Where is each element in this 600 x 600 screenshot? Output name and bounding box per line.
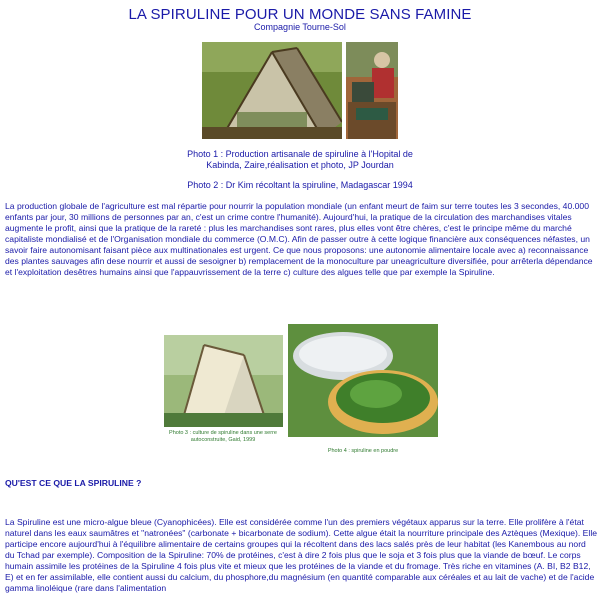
page-title: LA SPIRULINE POUR UN MONDE SANS FAMINE [128,6,472,23]
photo-1-spirulina-production [202,42,342,139]
photo-3-caption-line-1: Photo 3 : culture de spiruline dans une serre [169,430,277,436]
photo-4-caption: Photo 4 : spiruline en poudre [327,448,399,454]
photo-4-spirulina-powder [288,324,438,437]
photo-1-caption-line-1: Photo 1 : Production artisanale de spiruline à l'Hopital de [187,149,413,159]
photo-1-caption-line-2: Kabinda, Zaire,réalisation et photo, JP Jourdan [206,160,394,170]
section-paragraph: La Spiruline est une micro-algue bleue (Cyanophicées). Elle est considérée comme l'un des premiers végétaux apparus sur la terre. Elle prolifère à l'état naturel dans les eaux saumâtres et "natronées" (carbonate + bicarbonate de sodium). Cette algue était la nourriture principale des Aztèques (Mexique). Elle participe encore aujourd'hui à l'équilibre alimentaire de certains groupes qui la récoltent dans des lacs salés près de leur habitat (les Kanembous au nord du Tchad par exemple). Composition de la Spiruline: 70% de protéines, c'est à dire 2 fois plus que le soja et 3 fois plus que la viande de bœuf. Le corps humain assimile les protéines de la Spiruline 4 fois plus vite et mieux que les protéines de la viande et du fromage. Très riche en vitamines (A. BI, B2 B12, E) et en fer assimilable, elle contient aussi du calcium, du phosphore,du magnésium (en quantité comparable aux céréales et au lait de vache) et de l'acide gamma linoléique (rare dans l'alimentation [5,517,598,593]
page-subtitle: Compagnie Tourne-Sol [254,22,346,32]
intro-paragraph: La production globale de l'agriculture est mal répartie pour nourrir la population mondiale (un enfant meurt de faim sur terre toutes les 3 secondes, 40.000 enfants par jour, 30 millions de personnes par an, c'est un crime contre l'humanité). Aujourd'hui, la pratique de la circulation des marchandises vitales augmente le profit, ainsi que la pratique de la rareté : plus les marchandises sont rares, plus elles vont être chères, c'est le principe même du marché capitaliste mondialisé et de l'Organisation mondiale du commerce (O.M.C). Afin de passer outre à cette logique financière aux conséquences néfastes, un savoir faire autonomisant faisant pièce aux multinationales est urgent. Ce que nous proposons: une autonomie alimentaire locale avec a) reconnaissance des plantes sauvages afin dese nourrir et aussi de sesoigner b) remplacement de la monoculture par uneagriculture diversifiée, pour arrêterla dépendance et l'exploitation desêtres humains ainsi que l'appauvrissement de la terre c) culture des algues telle que par exemple la Spiruline. [5,201,593,277]
section-heading: QU'EST CE QUE LA SPIRULINE ? [5,478,142,488]
photo-3-caption-line-2: autoconstruite, Gaid, 1999 [190,437,256,443]
photo-2-caption: Photo 2 : Dr Kim récoltant la spiruline, Madagascar 1994 [187,180,413,190]
photo-3-greenhouse [164,335,283,427]
photo-2-harvesting [346,42,398,139]
